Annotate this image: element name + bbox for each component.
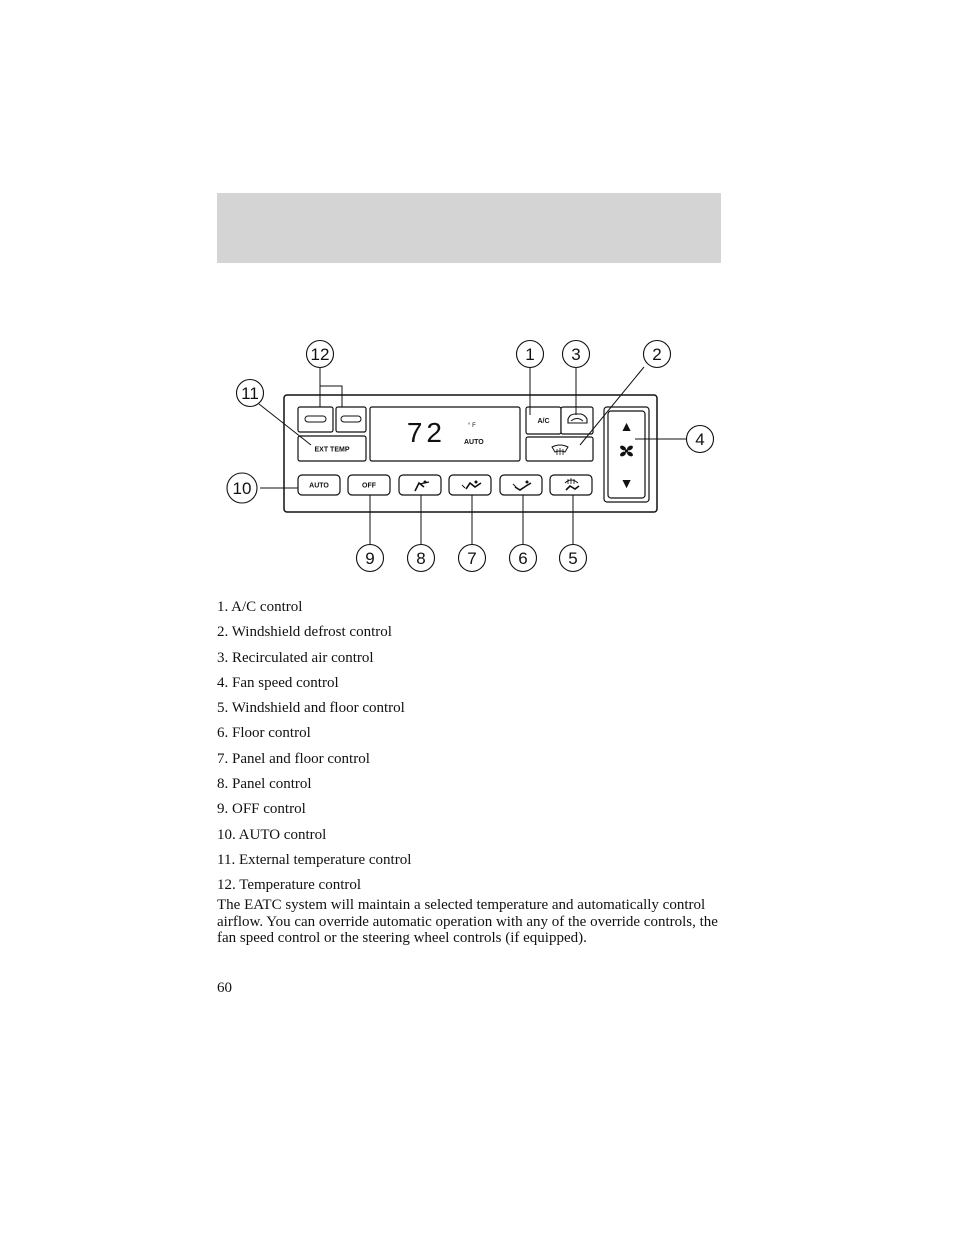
callout-7 (459, 545, 486, 572)
legend-item: 12. Temperature control (217, 877, 362, 894)
body-paragraph: The EATC system will maintain a selected temperature and automatically control airflow. You can override automatic operation with any of the override controls, the fan speed control or the steering wheel controls (if equipped). (217, 897, 718, 947)
floor-vent-button[interactable] (500, 475, 542, 495)
legend-item: 6. Floor control (217, 725, 311, 742)
svg-text:7: 7 (467, 549, 477, 568)
svg-text:11: 11 (241, 384, 259, 403)
callout-5 (560, 545, 587, 572)
svg-text:5: 5 (568, 549, 578, 568)
callout-12 (307, 341, 334, 368)
windshield-defrost-button[interactable] (526, 437, 593, 461)
fan-down-arrow-icon: ▼ (619, 475, 634, 491)
control-legend (217, 597, 727, 901)
page-number: 60 (217, 980, 232, 996)
svg-text:1: 1 (525, 345, 535, 364)
svg-text:3: 3 (571, 345, 581, 364)
callout-2 (644, 341, 671, 368)
callout-1 (517, 341, 544, 368)
legend-item: 5. Windshield and floor control (217, 700, 405, 717)
svg-text:9: 9 (365, 549, 375, 568)
legend-item: 4. Fan speed control (217, 674, 339, 691)
callout-8 (408, 545, 435, 572)
callout-10 (227, 473, 257, 503)
svg-text:2: 2 (652, 345, 662, 364)
legend-item: 2. Windshield defrost control (217, 624, 392, 641)
panel-vent-button[interactable] (399, 475, 441, 495)
legend-item: 10. AUTO control (217, 826, 327, 843)
legend-item: 8. Panel control (217, 776, 312, 793)
svg-text:8: 8 (416, 549, 426, 568)
legend-item: 11. External temperature control (217, 851, 412, 868)
ext-temp-label: EXT TEMP (314, 446, 350, 454)
ac-label: A/C (537, 418, 550, 425)
recirculated-air-button[interactable] (561, 407, 593, 434)
auto-label: AUTO (309, 482, 329, 490)
fan-up-arrow-icon: ▲ (619, 418, 634, 434)
callout-3 (563, 341, 590, 368)
display-unit: ° F (468, 423, 476, 429)
svg-text:10: 10 (232, 479, 252, 498)
climate-control-diagram (217, 330, 721, 580)
legend-item: 9. OFF control (217, 801, 306, 818)
header-band (217, 193, 721, 263)
callout-11 (237, 380, 264, 407)
legend-item: 1. A/C control (217, 599, 303, 615)
callout-9 (357, 545, 384, 572)
legend-item: 7. Panel and floor control (217, 750, 370, 767)
climate-control-figure (217, 330, 721, 580)
temperature-down-icon (305, 416, 326, 422)
display-temperature: 72 (406, 417, 446, 448)
svg-text:12: 12 (310, 345, 330, 364)
temperature-up-icon (341, 416, 361, 422)
panel-floor-vent-button[interactable] (449, 475, 491, 495)
callout-4 (687, 426, 714, 453)
legend-item: 3. Recirculated air control (217, 649, 374, 666)
callout-6 (510, 545, 537, 572)
display-mode: AUTO (464, 439, 484, 446)
svg-text:4: 4 (695, 430, 705, 449)
off-label: OFF (362, 482, 376, 490)
svg-text:6: 6 (518, 549, 528, 568)
